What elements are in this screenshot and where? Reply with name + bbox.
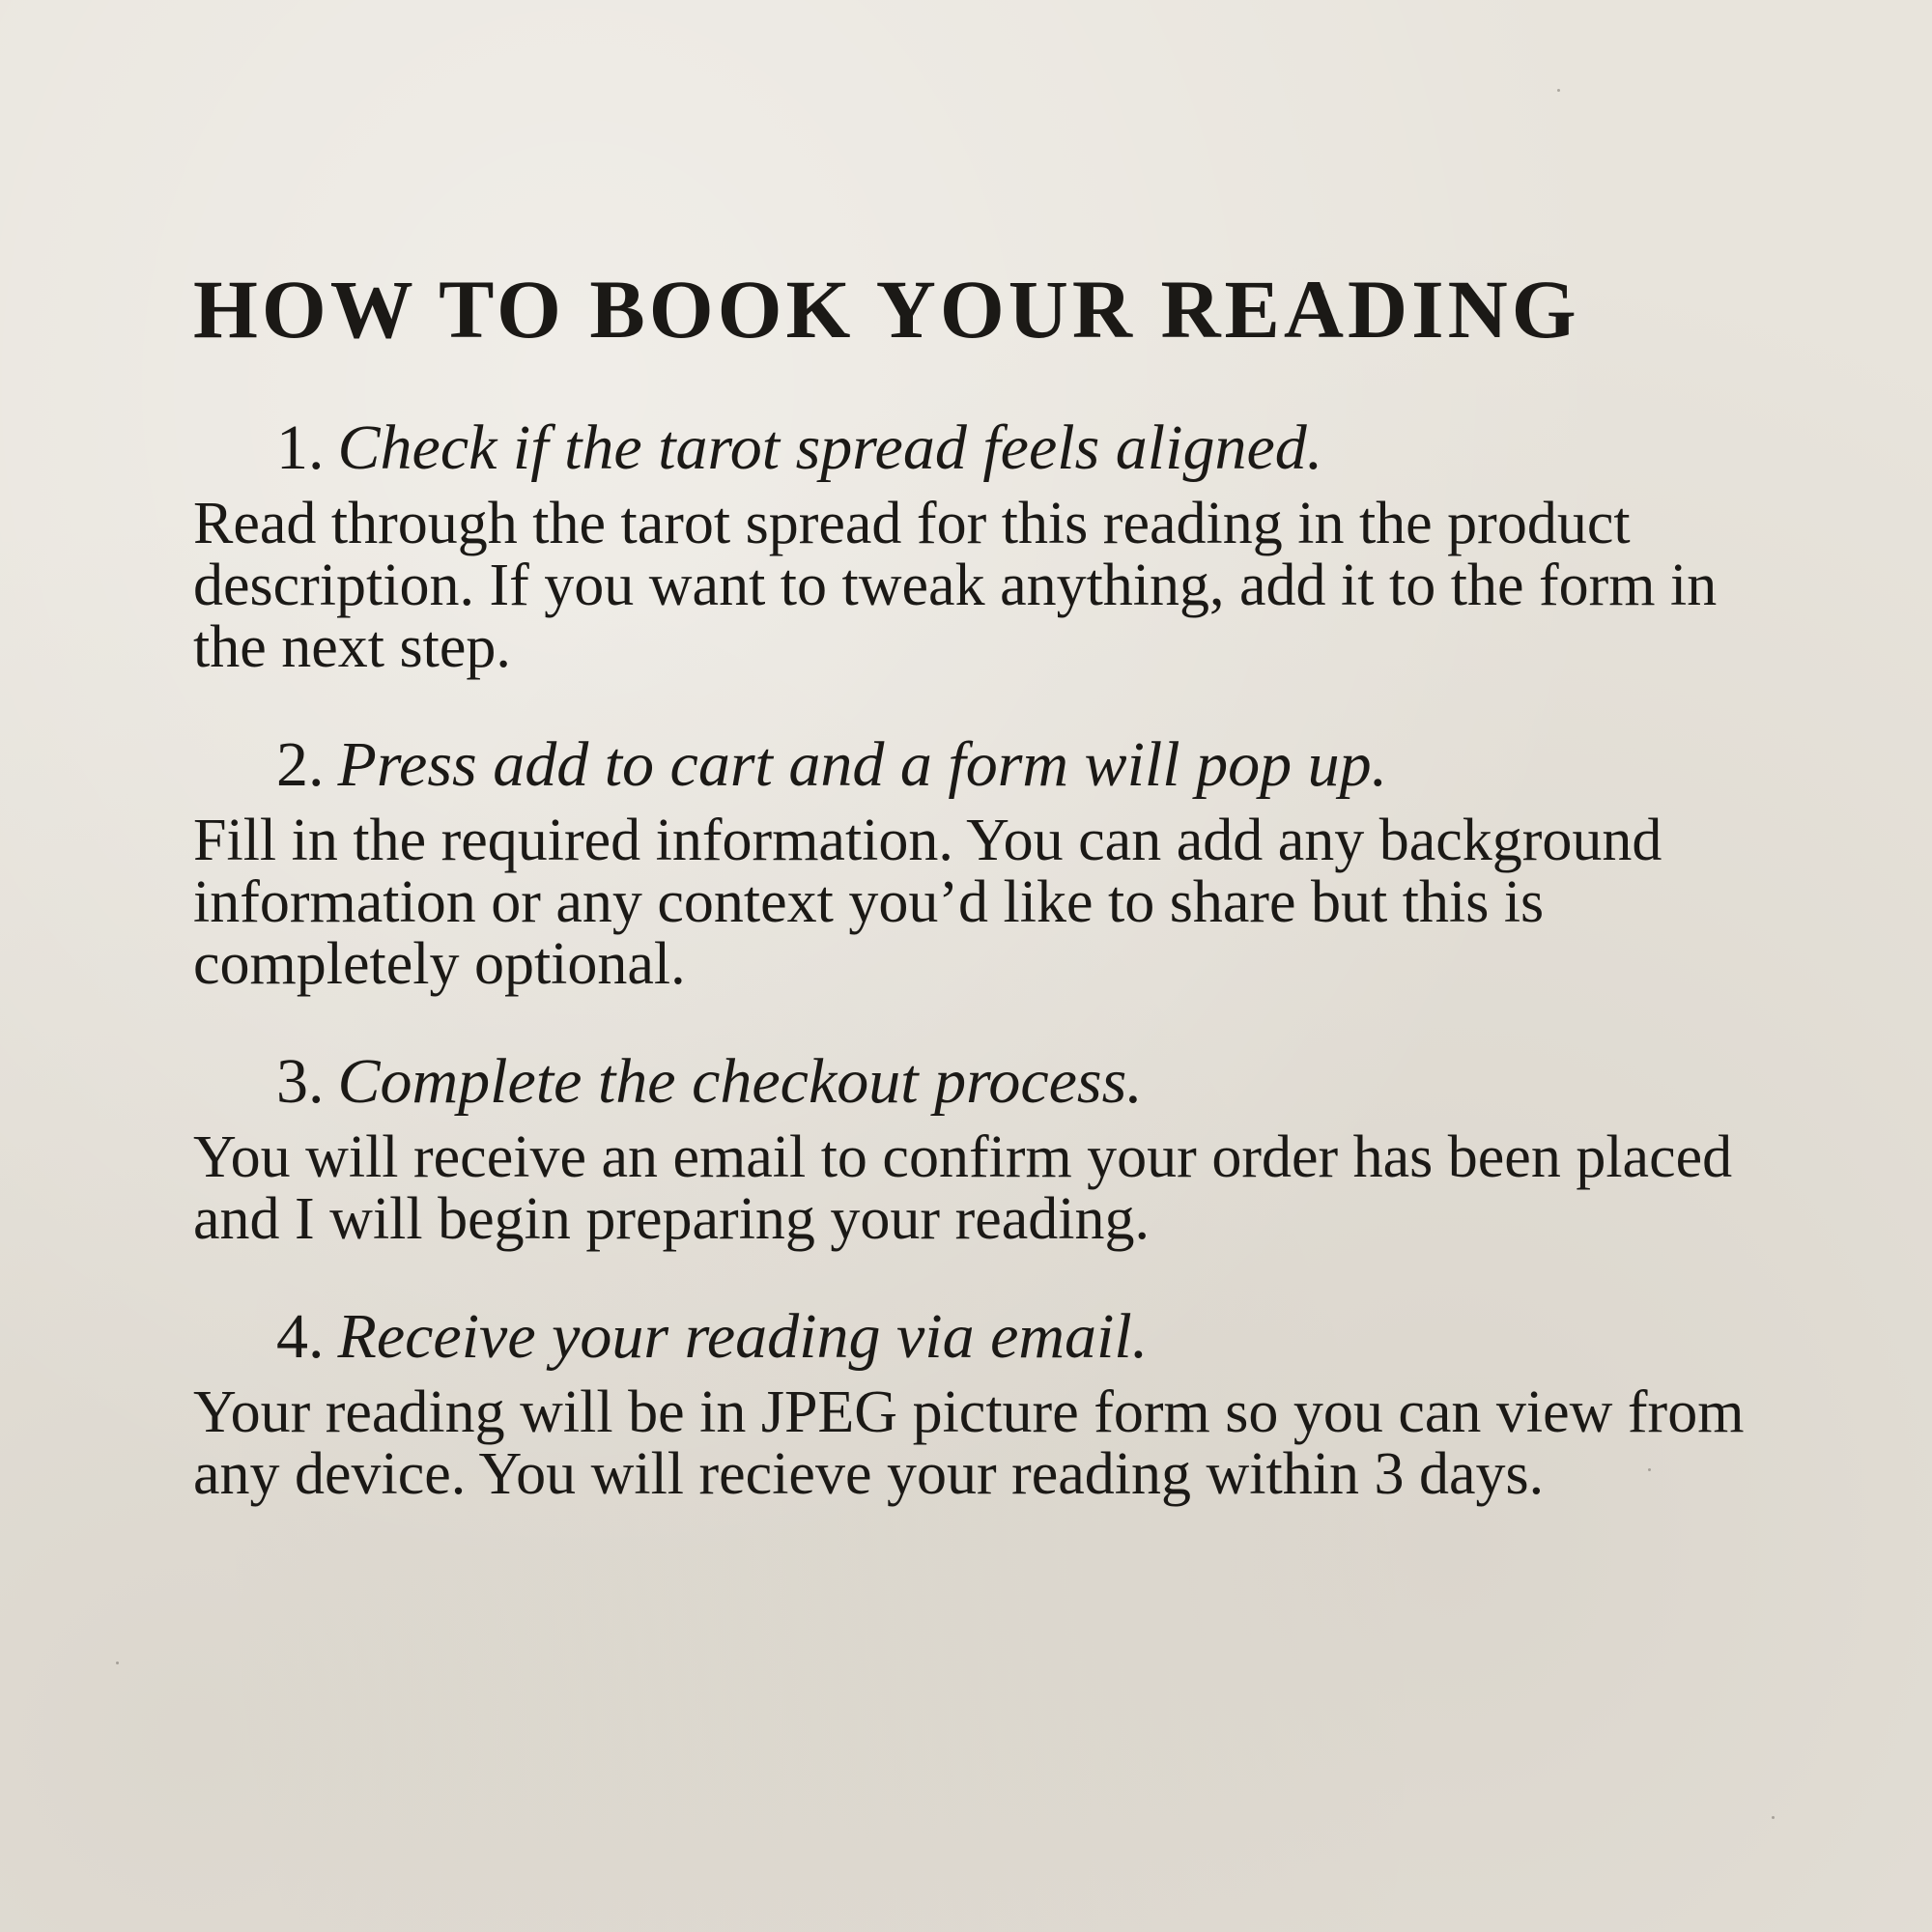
step-number: 2. (276, 729, 325, 800)
step-2 (193, 724, 1758, 995)
step-heading (193, 724, 1758, 806)
page-title: HOW TO BOOK YOUR READING (193, 263, 1580, 355)
step-description: Read through the tarot spread for this reading in the product description. If you want to tweak anything, add it to the form in the next step. (193, 491, 1718, 680)
step-number: 1. (276, 412, 325, 483)
paper-speck (1772, 1816, 1775, 1819)
instructions-document (193, 261, 1758, 1551)
step-title: Receive your reading via email. (337, 1301, 1149, 1372)
step-heading (193, 408, 1758, 489)
step-heading (193, 1041, 1758, 1122)
step-title: Press add to cart and a form will pop up. (337, 729, 1388, 800)
step-number: 4. (276, 1301, 325, 1372)
step-description: Your reading will be in JPEG picture form so you can view from any device. You will recieve your reading within 3 days. (193, 1379, 1745, 1507)
step-description: Fill in the required information. You can add any background information or any context you’d like to share but this is completely optional. (193, 808, 1662, 997)
step-1 (193, 408, 1758, 678)
step-number: 3. (276, 1046, 325, 1117)
step-3 (193, 1041, 1758, 1250)
step-description: You will receive an email to confirm your order has been placed and I will begin preparing your reading. (193, 1124, 1733, 1252)
paper-speck (1557, 89, 1560, 92)
step-heading (193, 1296, 1758, 1378)
paper-speck (116, 1662, 119, 1664)
step-title: Complete the checkout process. (337, 1046, 1143, 1117)
step-4 (193, 1296, 1758, 1505)
step-title: Check if the tarot spread feels aligned. (337, 412, 1323, 483)
